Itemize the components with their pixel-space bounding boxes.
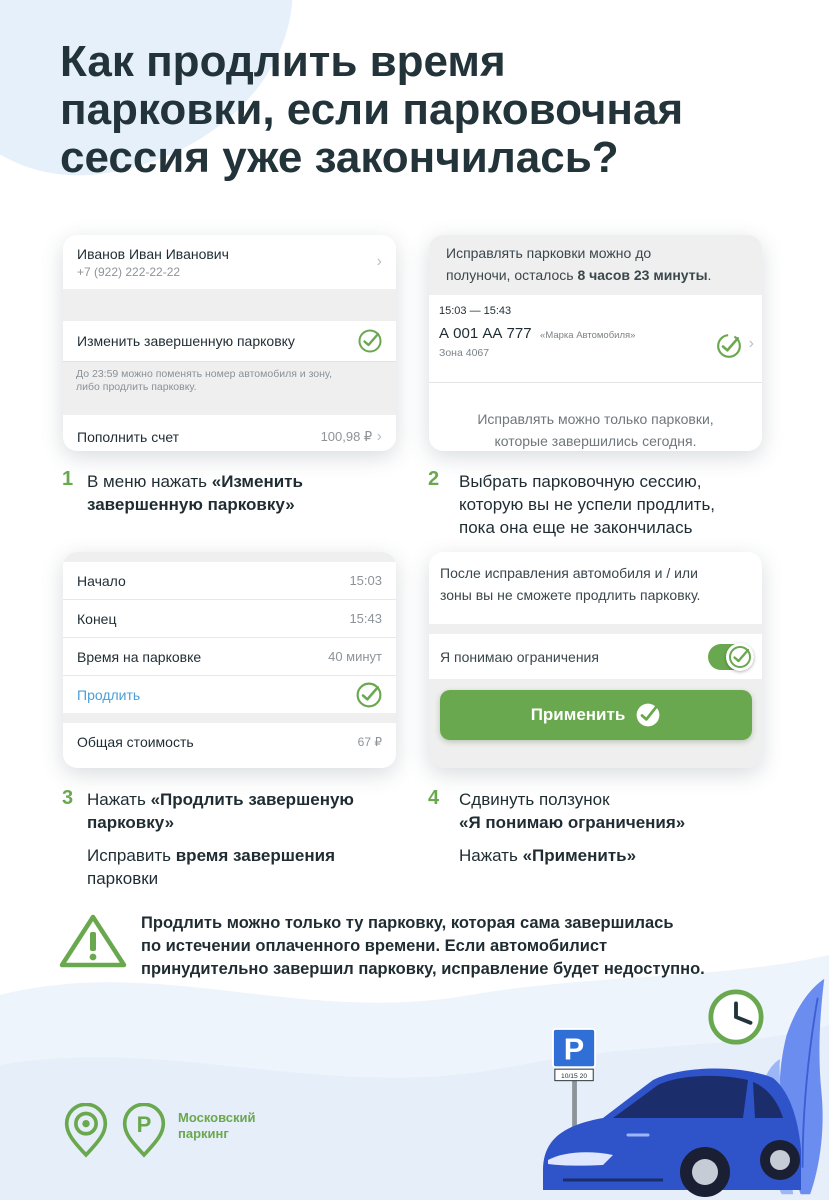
step-3-text-c: Исправить <box>87 846 176 865</box>
step-3-bold-b: парковку» <box>87 813 175 832</box>
details-gap <box>63 713 396 723</box>
step-2-line-3: пока она еще не закончилась <box>459 518 693 537</box>
notice-box <box>429 235 762 295</box>
car-illustration <box>543 1060 803 1200</box>
detail-label-duration: Время на парковке <box>77 648 202 665</box>
card-apply <box>429 552 762 768</box>
detail-row-start <box>63 562 396 600</box>
detail-value-duration: 40 минут <box>328 649 382 664</box>
details-top <box>63 552 396 562</box>
warning-triangle-icon <box>58 912 128 970</box>
title-line-1: Как продлить время <box>60 37 506 86</box>
topup-row[interactable] <box>63 417 396 451</box>
check-circle-icon <box>716 333 742 359</box>
page-title <box>60 38 780 182</box>
step-1-text <box>87 470 407 516</box>
step-1-bold-a: «Изменить <box>211 472 303 491</box>
step-4-bold-c: «Применить» <box>522 846 637 865</box>
apply-button[interactable] <box>440 690 752 740</box>
parking-sign-letter: P <box>563 1032 585 1067</box>
detail-label-end: Конец <box>77 610 117 627</box>
edit-hint <box>63 362 396 415</box>
brand-line-2: паркинг <box>178 1126 229 1141</box>
profile-row[interactable] <box>63 235 396 289</box>
step-3-bold-c: время завершения <box>175 846 336 865</box>
chevron-right-icon: › <box>372 428 382 445</box>
chevron-right-icon: › <box>376 253 382 270</box>
apply-notice-line-2: зоны вы не сможете продлить парковку. <box>440 587 701 603</box>
edit-parking-label: Изменить завершенную парковку <box>77 333 295 349</box>
check-circle-icon <box>358 329 382 353</box>
user-name: Иванов Иван Иванович <box>77 245 229 262</box>
toggle-label: Я понимаю ограничения <box>440 648 599 665</box>
topup-label: Пополнить счет <box>77 429 180 445</box>
step-3-text-a: Нажать <box>87 790 151 809</box>
hint-line-1: До 23:59 можно поменять номер автомобиля и зону, <box>76 368 333 380</box>
session-time: 15:03 — 15:43 <box>439 305 512 317</box>
step-3-bold-a: «Продлить завершеную <box>150 790 354 809</box>
toggle-row[interactable] <box>429 634 762 679</box>
check-circle-icon <box>635 702 661 728</box>
apply-notice <box>429 552 762 624</box>
warning-line-2: по истечении оплаченного времени. Если автомобилист <box>141 937 608 955</box>
check-icon <box>728 645 752 669</box>
step-1-text-a: В меню нажать <box>87 472 212 491</box>
step-3-text-d: парковки <box>87 869 159 888</box>
title-line-3: сессия уже закончилась? <box>60 133 619 182</box>
apply-notice-line-1: После исправления автомобиля и / или <box>440 565 698 581</box>
notice-remaining-time: 8 часов 23 минуты <box>577 267 708 283</box>
step-3-text <box>87 788 417 890</box>
brand-line-1: Московский <box>178 1110 256 1125</box>
step-2-line-2: которую вы не успели продлить, <box>459 495 716 514</box>
detail-value-start: 15:03 <box>349 573 382 588</box>
notice-line-2 <box>446 264 745 286</box>
session-item[interactable] <box>429 295 762 383</box>
card-parking-details <box>63 552 396 768</box>
card-sessions <box>429 235 762 451</box>
step-4-number: 4 <box>428 787 440 809</box>
user-phone: +7 (922) 222-22-22 <box>77 264 181 279</box>
edit-parking-row[interactable] <box>63 321 396 362</box>
session-plate: А 001 АА 777 <box>439 325 532 342</box>
footer-line-2: которые завершились сегодня. <box>494 433 697 449</box>
step-1-number: 1 <box>62 468 74 490</box>
extend-row[interactable] <box>63 676 396 713</box>
spacer <box>63 289 396 321</box>
step-4-bold-b: «Я понимаю ограничения» <box>459 813 686 832</box>
understand-toggle[interactable] <box>708 644 754 670</box>
footer-line-1: Исправлять можно только парковки, <box>477 411 714 427</box>
brand-name <box>178 1110 256 1142</box>
step-1-bold-b: завершенную парковку» <box>87 495 295 514</box>
step-2-line-1: Выбрать парковочную сессию, <box>459 472 702 491</box>
card-menu <box>63 235 396 451</box>
toggle-knob <box>726 643 754 671</box>
hint-line-2: либо продлить парковку. <box>76 381 197 393</box>
step-2-text <box>459 470 789 539</box>
title-line-2: парковки, если парковочная <box>60 85 684 134</box>
check-circle-icon <box>356 682 382 708</box>
session-zone: Зона 4067 <box>439 347 490 359</box>
step-4-line-1: Сдвинуть ползунок <box>459 790 610 809</box>
notice-line-2-text: полуночи, осталось <box>446 267 578 283</box>
balance-value: 100,98 ₽ <box>320 429 373 444</box>
warning-text <box>141 912 781 981</box>
chevron-right-icon: › <box>748 335 754 352</box>
notice-line-1: Исправлять парковки можно до <box>446 245 652 261</box>
session-vehicle <box>439 325 752 343</box>
total-label: Общая стоимость <box>77 733 194 750</box>
detail-value-end: 15:43 <box>349 611 382 626</box>
session-brand: «Марка Автомобиля» <box>540 330 636 341</box>
detail-row-end <box>63 600 396 638</box>
step-2-number: 2 <box>428 468 440 490</box>
extend-link[interactable]: Продлить <box>77 686 141 703</box>
total-value: 67 ₽ <box>357 734 382 749</box>
parking-sign-plate: 10/15 20 <box>561 1072 588 1080</box>
clock-icon <box>707 988 765 1046</box>
parking-logo <box>121 1103 167 1159</box>
detail-label-start: Начало <box>77 572 126 589</box>
notice-period: . <box>707 267 712 283</box>
toggle-gap <box>429 624 762 634</box>
apply-button-label: Применить <box>530 705 626 724</box>
svg-text:P: P <box>136 1111 152 1137</box>
step-3-number: 3 <box>62 787 74 809</box>
location-pin-logo <box>63 1103 109 1159</box>
warning-line-3: принудительно завершил парковку, исправление будет недоступно. <box>141 960 705 978</box>
step-4-text <box>459 788 789 867</box>
step-4-text-c: Нажать <box>459 846 523 865</box>
sessions-footer <box>429 383 762 451</box>
warning-line-1: Продлить можно только ту парковку, которая сама завершилась <box>141 914 674 932</box>
detail-row-duration <box>63 638 396 676</box>
total-row <box>63 723 396 760</box>
